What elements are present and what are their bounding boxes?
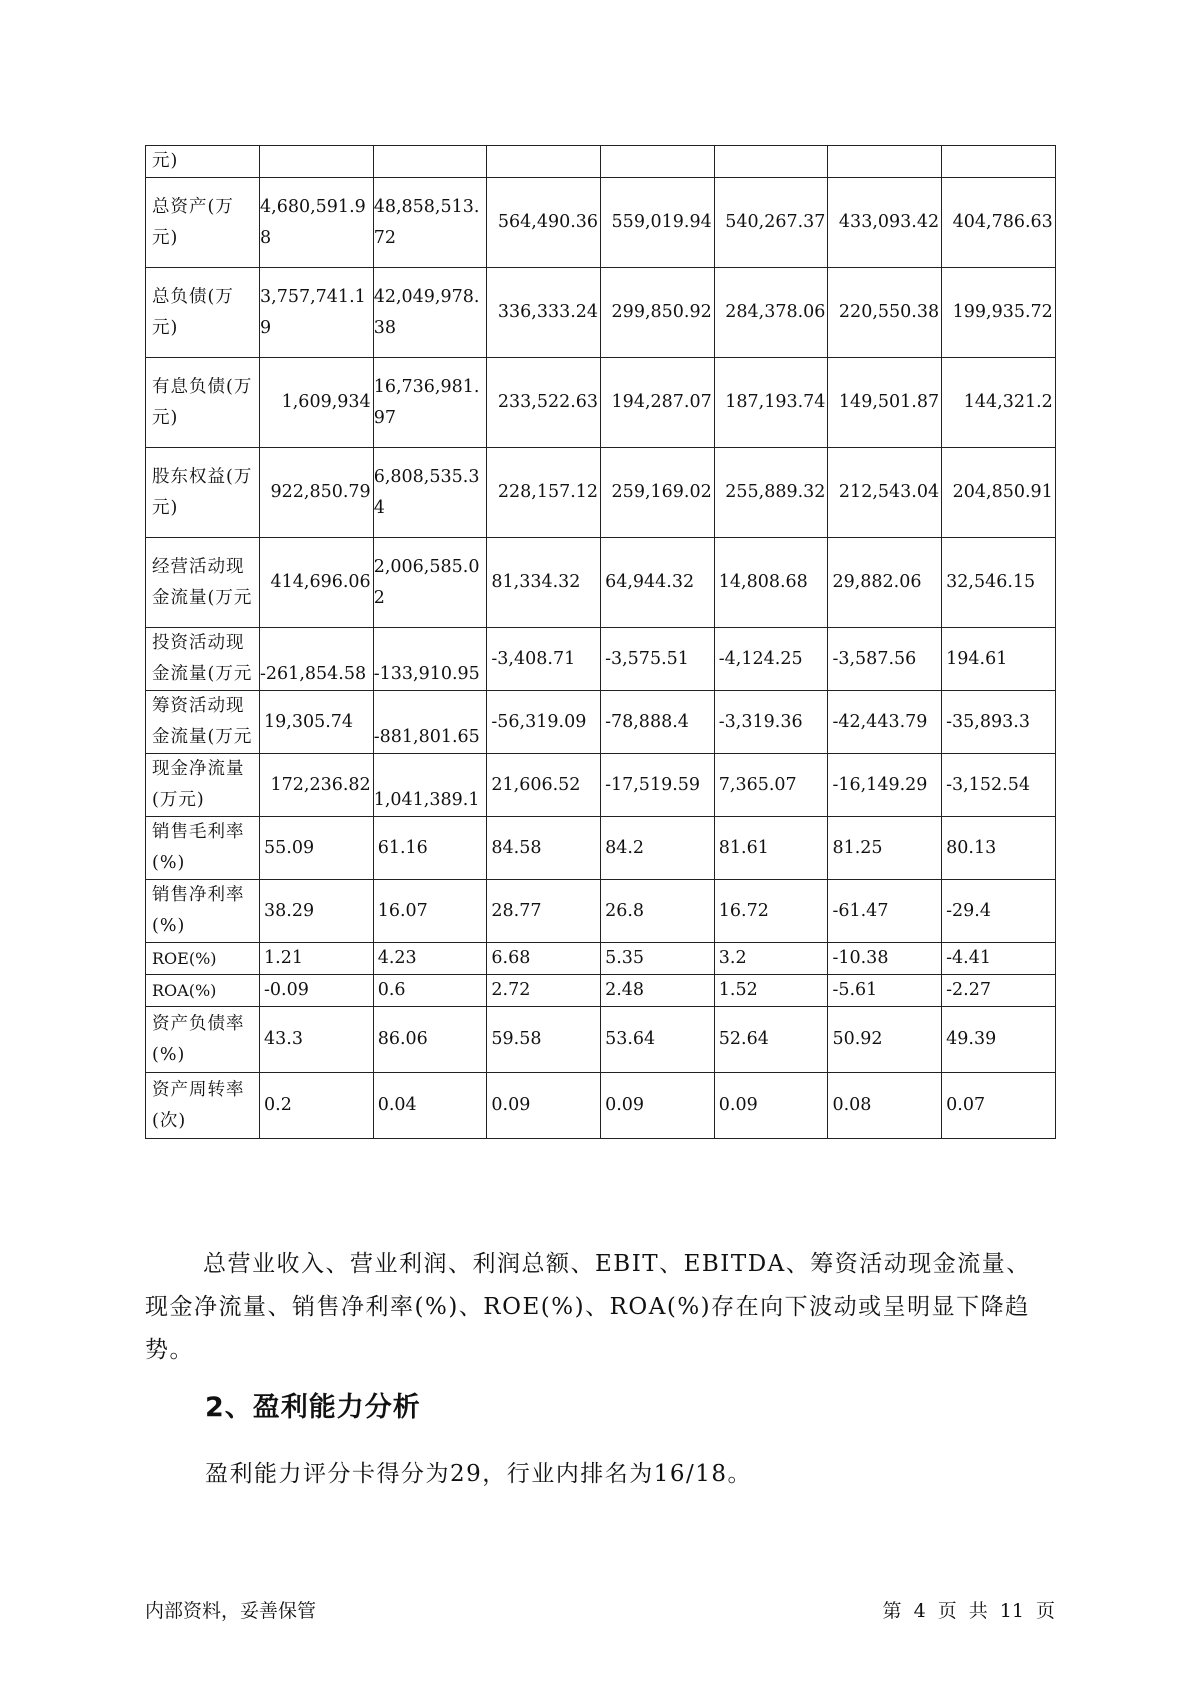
trend-paragraph (145, 1243, 1055, 1372)
table-cell: -35,893.3 (942, 691, 1056, 754)
table-cell: 414,696.06 (260, 538, 374, 628)
table-row (146, 691, 1056, 754)
table-cell: 28.77 (487, 880, 601, 943)
table-cell: 7,365.07 (714, 754, 828, 817)
table-cell: 49.39 (942, 1007, 1056, 1073)
table-cell: 2.48 (601, 975, 715, 1007)
row-label: 现金净流量(万元) (146, 754, 260, 817)
table-cell: -29.4 (942, 880, 1056, 943)
table-cell: 0.6 (373, 975, 487, 1007)
table-cell: 0.09 (601, 1073, 715, 1139)
table-row (146, 448, 1056, 538)
table-cell: -881,801.65 (373, 691, 487, 754)
table-cell: 42,049,978.38 (373, 268, 487, 358)
table-cell: 84.58 (487, 817, 601, 880)
table-cell: 29,882.06 (828, 538, 942, 628)
table-cell (714, 146, 828, 178)
table-cell: 144,321.2 (942, 358, 1056, 448)
table-cell: 194.61 (942, 628, 1056, 691)
table-cell: 4.23 (373, 943, 487, 975)
table-cell: -78,888.4 (601, 691, 715, 754)
table-cell: 172,236.82 (260, 754, 374, 817)
row-label: 销售净利率(%) (146, 880, 260, 943)
table-cell: 1.52 (714, 975, 828, 1007)
footer-confidential-note: 内部资料，妥善保管 (145, 1600, 317, 1622)
table-cell: 299,850.92 (601, 268, 715, 358)
table-row (146, 1007, 1056, 1073)
table-cell: 404,786.63 (942, 178, 1056, 268)
paragraph-text: 总营业收入、营业利润、利润总额、EBIT、EBITDA、筹资活动现金流量、现金净流量、销售净利率(%)、ROE(%)、ROA(%)存在向下波动或呈明显下降趋势。 (145, 1251, 1031, 1363)
table-cell: 81,334.32 (487, 538, 601, 628)
table-cell: 52.64 (714, 1007, 828, 1073)
table-cell: 228,157.12 (487, 448, 601, 538)
table-cell: 233,522.63 (487, 358, 601, 448)
table-cell (601, 146, 715, 178)
table-cell (942, 146, 1056, 178)
table-cell: 50.92 (828, 1007, 942, 1073)
table-row (146, 628, 1056, 691)
table-row (146, 538, 1056, 628)
financial-indicators-table (145, 145, 1056, 1139)
row-label: ROE(%) (146, 943, 260, 975)
table-cell: -61.47 (828, 880, 942, 943)
table-cell: 212,543.04 (828, 448, 942, 538)
table-cell: -3,408.71 (487, 628, 601, 691)
table-cell: 0.04 (373, 1073, 487, 1139)
table-cell: -2.27 (942, 975, 1056, 1007)
table-cell: -56,319.09 (487, 691, 601, 754)
table-cell: -133,910.95 (373, 628, 487, 691)
table-cell: 55.09 (260, 817, 374, 880)
table-row (146, 754, 1056, 817)
row-label: 资产负债率(%) (146, 1007, 260, 1073)
table-cell: 0.08 (828, 1073, 942, 1139)
table-cell: 540,267.37 (714, 178, 828, 268)
row-label: 有息负债(万元) (146, 358, 260, 448)
table-cell: 26.8 (601, 880, 715, 943)
table-cell: -0.09 (260, 975, 374, 1007)
table-row (146, 943, 1056, 975)
row-label: 销售毛利率(%) (146, 817, 260, 880)
table-cell: -42,443.79 (828, 691, 942, 754)
table-cell: 149,501.87 (828, 358, 942, 448)
table-cell: 6.68 (487, 943, 601, 975)
table-cell: 433,093.42 (828, 178, 942, 268)
table-cell: 3.2 (714, 943, 828, 975)
table-cell: -3,587.56 (828, 628, 942, 691)
table-row (146, 975, 1056, 1007)
table-cell: 284,378.06 (714, 268, 828, 358)
table-cell: 559,019.94 (601, 178, 715, 268)
row-label: 经营活动现金流量(万元 (146, 538, 260, 628)
table-cell: 255,889.32 (714, 448, 828, 538)
row-label: 总资产(万元) (146, 178, 260, 268)
table-cell: -3,575.51 (601, 628, 715, 691)
table-cell: 2.72 (487, 975, 601, 1007)
table-cell: 38.29 (260, 880, 374, 943)
row-label: 元) (146, 146, 260, 178)
table-cell: 0.09 (487, 1073, 601, 1139)
table-cell: 16.72 (714, 880, 828, 943)
table-cell: -261,854.58 (260, 628, 374, 691)
table-cell (373, 146, 487, 178)
table-cell: 259,169.02 (601, 448, 715, 538)
table-cell: 0.09 (714, 1073, 828, 1139)
table-cell (260, 146, 374, 178)
table-cell: -3,319.36 (714, 691, 828, 754)
table-cell: 564,490.36 (487, 178, 601, 268)
table-cell: 59.58 (487, 1007, 601, 1073)
score-text: 盈利能力评分卡得分为29，行业内排名为16/18。 (205, 1461, 753, 1487)
table-row (146, 178, 1056, 268)
table-cell: 187,193.74 (714, 358, 828, 448)
table-cell: 81.61 (714, 817, 828, 880)
table-cell (487, 146, 601, 178)
row-label: 投资活动现金流量(万元 (146, 628, 260, 691)
row-label: 股东权益(万元) (146, 448, 260, 538)
table-cell: 84.2 (601, 817, 715, 880)
table-cell: -10.38 (828, 943, 942, 975)
table-cell: 0.07 (942, 1073, 1056, 1139)
table-cell: 53.64 (601, 1007, 715, 1073)
table-cell: 48,858,513.72 (373, 178, 487, 268)
table-cell: 81.25 (828, 817, 942, 880)
table-row (146, 1073, 1056, 1139)
table-cell: 19,305.74 (260, 691, 374, 754)
table-cell: 43.3 (260, 1007, 374, 1073)
row-label: 筹资活动现金流量(万元 (146, 691, 260, 754)
table-cell: 80.13 (942, 817, 1056, 880)
table-cell: 336,333.24 (487, 268, 601, 358)
table-cell: 204,850.91 (942, 448, 1056, 538)
footer-page-number: 第 4 页 共 11 页 (882, 1600, 1055, 1622)
table-cell: 220,550.38 (828, 268, 942, 358)
table-cell (828, 146, 942, 178)
section-heading: 2、盈利能力分析 (205, 1392, 421, 1423)
row-label: 资产周转率(次) (146, 1073, 260, 1139)
table-cell: 16,736,981.97 (373, 358, 487, 448)
table-row (146, 146, 1056, 178)
table-cell: 194,287.07 (601, 358, 715, 448)
table-cell: 4,680,591.98 (260, 178, 374, 268)
table-cell: 21,606.52 (487, 754, 601, 817)
table-cell: -4,124.25 (714, 628, 828, 691)
table-cell: 5.35 (601, 943, 715, 975)
table-cell: 1,609,934 (260, 358, 374, 448)
table-cell: -3,152.54 (942, 754, 1056, 817)
table-cell: 64,944.32 (601, 538, 715, 628)
table-row (146, 268, 1056, 358)
row-label: ROA(%) (146, 975, 260, 1007)
table-cell: 86.06 (373, 1007, 487, 1073)
table-cell: 32,546.15 (942, 538, 1056, 628)
table-cell: 61.16 (373, 817, 487, 880)
table-cell: 0.2 (260, 1073, 374, 1139)
table-row (146, 880, 1056, 943)
table-row (146, 817, 1056, 880)
table-cell: 1,041,389.1 (373, 754, 487, 817)
row-label: 总负债(万元) (146, 268, 260, 358)
table-row (146, 358, 1056, 448)
table-cell: 6,808,535.34 (373, 448, 487, 538)
table-cell: 14,808.68 (714, 538, 828, 628)
table-cell: -5.61 (828, 975, 942, 1007)
table-cell: -16,149.29 (828, 754, 942, 817)
table-cell: 2,006,585.02 (373, 538, 487, 628)
table-cell: -17,519.59 (601, 754, 715, 817)
table-cell: 3,757,741.19 (260, 268, 374, 358)
table-cell: 922,850.79 (260, 448, 374, 538)
table-cell: 1.21 (260, 943, 374, 975)
table-cell: -4.41 (942, 943, 1056, 975)
table-cell: 199,935.72 (942, 268, 1056, 358)
table-cell: 16.07 (373, 880, 487, 943)
